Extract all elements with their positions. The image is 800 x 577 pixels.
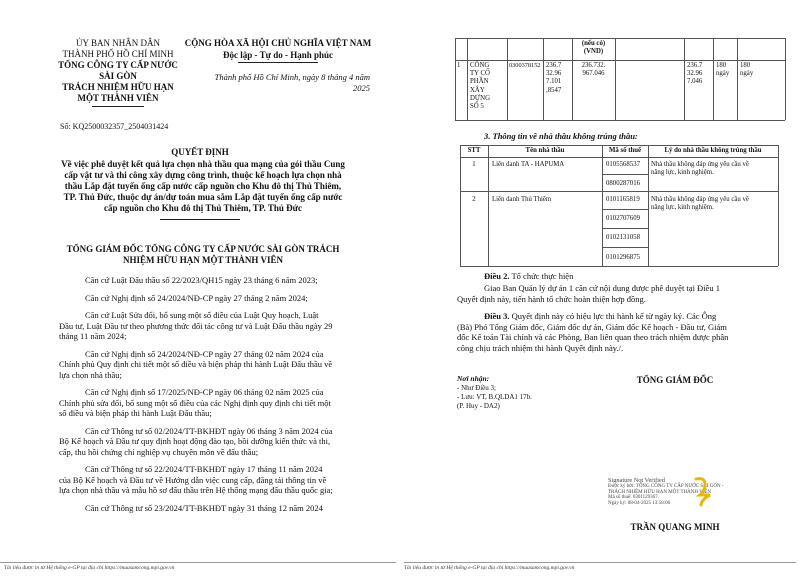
column-header: Mã số thuế [608,147,642,154]
legal-basis: Căn cứ Nghị định số 24/2024/NĐ-CP ngày 27 tháng 02 năm 2024 của Chính phủ Quy định chi tiết một số điều và biện pháp thi hành Luật Đấu thầu về lựa chọn nhà thầu; [59,348,333,380]
bid-price: 236.7 32.96 7.101 ,8547 [546,62,562,94]
section-title: 3. Thông tin về nhà thầu không trúng thầu: [484,131,638,141]
article-3: Điều 3. Quyết định này có hiệu lực thi hành kể từ ngày ký. Các Ông (Bà) Phó Tổng Giám đốc, Giám đốc dự án, Giám đốc Kế hoạch - Đầu tư, Giám đốc Kế toán Tài chính và các Phòng, Ban liên quan theo trách nhiệm được phân công chịu trách nhiệm thi hành Quyết định này./. [457,311,729,353]
authority-line: NHIỆM HỮU HẠN MỘT THÀNH VIÊN [123,255,283,265]
subject-line: thầu Lắp đặt tuyến ống cấp nước cấp nguồn cho Khu đô thị Thủ Thiêm, [64,181,342,191]
agency-line: THÀNH PHỐ HỒ CHÍ MINH [62,49,174,59]
recipient: (P. Huy - DA2) [457,402,500,410]
header-fragment: (nếu có) (VND) [581,40,606,56]
digital-signature-stamp: Signature Not Verified Được ký bởi: TỔNG CÔNG TY CẤP NƯỚC SÀI GÒN - TRÁCH NHIỆM HỮU HẠN MỘT THÀNH VIÊN Mã số thuế: 0301129367 Ngày ký: 08-04-2025 13:58:06 [608,477,724,506]
authority-line: TỔNG GIÁM ĐỐC TỔNG CÔNG TY CẤP NƯỚC SÀI GÒN TRÁCH [66,244,340,254]
legal-basis: Căn cứ Thông tư số 23/2024/TT-BKHĐT ngày 31 tháng 12 năm 2024 [85,502,323,513]
bidder-tax-code: 0300378152 [509,62,541,69]
issuing-agency [38,38,198,104]
corrected-price: 236.732. 967.046 [581,62,606,78]
contract-duration: 180 ngày [740,62,754,78]
column-header: STT [467,147,481,154]
recipients-list [457,384,532,411]
legal-basis: Căn cứ Luật Đấu thầu số 22/2023/QH15 ngày 23 tháng 6 năm 2023; [85,275,318,285]
agency-line: SÀI GÒN [99,71,137,81]
subject-line: TP. Thủ Đức, thuộc dự án/dự toán mua sắm Lắp đặt tuyến ống cấp nước [63,192,343,202]
legal-bases [59,275,379,513]
republic-title: CỘNG HÒA XÃ HỘI CHỦ NGHĨA VIỆT NAM [184,38,372,48]
footer-rule [0,562,396,563]
recipients-title: Nơi nhận: [457,374,490,383]
signer-name: TRẦN QUANG MINH [630,522,720,532]
document-number: Số: KQ2500032357_2504031424 [60,122,169,131]
legal-basis: Căn cứ Luật Sửa đổi, bổ sung một số điều của Luật Quy hoạch, Luật Đầu tư, Luật Đầu tư theo phương thức đối tác công tư và Luật Đấu thầu ngày 29 tháng 11 năm 2024; [59,310,333,341]
place-date-line: 2025 [353,82,370,93]
subject-line: Về việc phê duyệt kết quả lựa chọn nhà thầu qua mạng của gói thầu Cung [61,159,345,169]
signer-title: TỔNG GIÁM ĐỐC [636,375,714,385]
article-2-body: Giao Ban Quản lý dự án 1 căn cứ nội dung được phê duyệt tại Điều 1 Quyết định này, tiến hành tổ chức hoàn thiện hợp đồng. [457,283,720,304]
agency-line: TRÁCH NHIỆM HỮU HẠN [62,82,174,92]
column-header: Tên nhà thầu [525,147,565,154]
agency-line: TỔNG CÔNG TY CẤP NƯỚC [58,60,178,70]
agency-underline [92,106,144,107]
page-two: (nếu có) (VND) 1 CÔNG TY CỔ PHẦN XÂY DỰNG SỐ 5 0300378152 236.7 32.96 7.101 ,8547 236.732. 967.046 236.7 32.96 7.046 180 ngày 180 ngày 3. Thông tin về nhà thầu không trúng thầu: STT Tên nhà thầu Mã số thuế Lý do nhà thầu không trúng thầu 1 Liên danh TA - HAPUMA 0105568537 0800287016 Nhà thầu không đáp ứng yêu cầu về năng lực, kinh nghiệm. 2 Liên danh Thủ Thiêm 0101165819 0102707609 0102131058 0101296875 Nhà thầu không đáp ứng yêu cầu về năng lực, kinh nghiệm. Điều 2. Tổ chức thực hiện Giao Ban Quản lý dự án 1 căn cứ nội dung được phê duyệt tại Điều 1 Quyết định này, tiến hành tổ chức hoàn thiện hợp đồng. Điều 3. Quyết định này có hiệu lực thi hành kể từ ngày ký. Các Ông (Bà) Phó Tổng Giám đốc, Giám đốc dự án, Giám đốc Kế hoạch - Đầu tư, Giám đốc Kế toán Tài chính và các Phòng, Ban liên quan theo trách nhiệm được phân công chịu trách nhiệm thi hành Quyết định này./. Nơi nhận: - Như Điều 3; - Lưu: VT, B.QLDA1 17b. (P. Huy - DA2) TỔNG GIÁM ĐỐC Signature Not Verified Được ký bởi: TỔNG CÔNG TY CẤP NƯỚC SÀI GÒN - TRÁCH NHIỆM HỮU HẠN MỘT THÀNH VIÊN Mã số thuế: 0301129367 Ngày ký: 08-04-2025 13:58:06 TRẦN QUANG MINH Tài liệu được in từ Hệ thống e-GP tại địa chỉ https://muasamcong.mpi.gov.vn [400,0,800,577]
footer-rule [404,562,796,563]
page-footer: Tài liệu được in từ Hệ thống e-GP tại địa chỉ https://muasamcong.mpi.gov.vn [404,565,575,571]
place-date-line: Thành phố Hồ Chí Minh, ngày 8 tháng 4 năm [214,72,370,82]
article-2-heading: Điều 2. Tổ chức thực hiện [484,271,574,281]
document-type: QUYẾT ĐỊNH [171,147,229,157]
legal-basis: Căn cứ Nghị định số 24/2024/NĐ-CP ngày 27 tháng 2 năm 2024; [85,292,308,303]
row-stt: 1 [457,62,461,69]
decision-subject [28,159,378,214]
legal-basis: Căn cứ Thông tư số 22/2024/TT-BKHĐT ngày 17 tháng 11 năm 2024 của Bộ Kế hoạch và Đầu tư về Hướng dẫn việc cung cấp, đăng tải thông tin về lựa chọn nhà thầu và mẫu hồ sơ đấu thầu trên Hệ thống mạng đấu thầu quốc gia; [59,464,333,495]
recipient: - Lưu: VT, B.QLDA1 17b. [457,393,532,401]
subject-line: cấp vật tư và thi công xây dựng công trình, thuộc kế hoạch lựa chọn nhà [64,170,342,180]
motto-underline [238,62,318,63]
place-date [200,72,370,93]
motto: Độc lập - Tự do - Hạnh phúc [222,50,333,60]
duration: 180 ngày [716,62,730,78]
subject-line: cấp nguồn cho Khu đô thị Thủ Thiêm, TP. Thủ Đức [104,203,302,213]
legal-basis: Căn cứ Nghị định số 17/2025/NĐ-CP ngày 06 tháng 02 năm 2025 của Chính phủ sửa đổi, bổ sung một số điều của các Nghị định quy định chi tiết một số điều và biện pháp thi hành Luật Đấu thầu; [59,387,331,418]
bidder-name: CÔNG TY CỔ PHẦN XÂY DỰNG SỐ 5 [470,62,490,111]
column-header: Lý do nhà thầu không trúng thầu [664,147,762,154]
signature-check-icon [690,475,718,507]
agency-line: ỦY BAN NHÂN DÂN [76,38,160,48]
title-underline [160,219,240,220]
award-price: 236.7 32.96 7.046 [687,62,703,86]
recipient: - Như Điều 3; [457,384,496,392]
issuing-authority [28,244,378,266]
page-footer: Tài liệu được in từ Hệ thống e-GP tại địa chỉ https://muasamcong.mpi.gov.vn [4,565,175,571]
agency-line: MỘT THÀNH VIÊN [77,93,159,103]
legal-basis: Căn cứ Thông tư số 02/2024/TT-BKHĐT ngày 06 tháng 3 năm 2024 của Bộ Kế hoạch và Đầu tư quy định hoạt động đào tạo, bồi dưỡng kiến thức và thi, cấp, thu hồi chứng chỉ nghiệp vụ chuyên môn về đấu thầu; [59,425,333,457]
